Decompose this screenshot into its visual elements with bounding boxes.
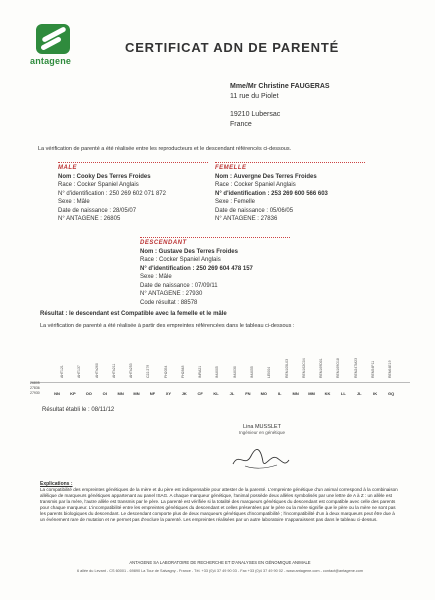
marker-header-label: REN105L03 (284, 358, 289, 378)
explanation-text: La compatibilité des empreintes génétiques de la mère et du père est indispensable pour attester de la parenté. L'empreinte génétique d'un animal correspond à la combinaison allélique de marqueurs génétiques appartenant au panel ISAG. A chaque marqueur génétique, l'animal possède deux allèles symbolisés par une lettre de A à Z : un allèle est transmis par la mère, l'autre allèle est transmis par le père. La parenté est vérifiée si la totalité des marqueurs génétiques du descendant est compatible avec celle des parents pour chaque marqueur. L'incompatibilité entre les empreintes génétiques du descendant et celles présentées par le père ou la mère signifie que le père ou la mère ne sont pas les parents biologiques du descendant. Le descendant comporte plus de deux marqueurs génétiques d'incompatibilité ; l'incompatibilité d'un à deux marqueurs peut être due à un événement rare de mutation et ne permet pas d'exclure la parenté. Les empreintes réalisées par un autre laboratoire n'apparaissent pas dans le tableau ci-dessus. (40, 487, 398, 522)
recipient-street: 11 rue du Piolet (230, 93, 279, 100)
marker-header-label: AHTk211 (111, 363, 116, 378)
marker-value: JL (229, 391, 235, 396)
recipient-name: Mme/Mr Christine FAUGERAS (230, 83, 330, 90)
marker-value: IK (373, 391, 378, 396)
marker-value: CF (197, 391, 203, 396)
descendant-race: Race : Cocker Spaniel Anglais (140, 257, 221, 263)
descendant-heading: DESCENDANT (140, 240, 187, 246)
footer (40, 560, 400, 573)
marker-header (354, 340, 364, 380)
marker-header (302, 340, 312, 380)
female-id: N° d'identification : 253 269 600 566 603 (215, 190, 328, 197)
female-name: Nom : Auvergne Des Terres Froides (215, 173, 317, 180)
marker-value: IL (277, 391, 282, 396)
descendant-id: N° d'identification : 250 269 604 478 157 (140, 265, 253, 272)
marker-header-label: INU030 (232, 366, 237, 378)
marker-header (77, 340, 87, 380)
explanation (40, 481, 400, 523)
female-box (215, 162, 365, 224)
marker-header (371, 340, 381, 380)
marker-header (233, 340, 243, 380)
descendant-code: Code résultat : 88578 (140, 299, 198, 306)
marker-value: KK (324, 391, 331, 396)
marker-row-label: 27836 (30, 386, 40, 390)
marker-value: KL (213, 391, 219, 396)
female-race: Race : Cocker Spaniel Anglais (215, 182, 296, 188)
recipient-postal: 19210 Lubersac (230, 111, 281, 118)
marker-row-label: 26805 (30, 381, 40, 385)
male-race: Race : Cocker Spaniel Anglais (58, 182, 139, 188)
marker-header (181, 340, 191, 380)
marker-value: LL (340, 391, 346, 396)
marker-header (250, 340, 260, 380)
descendant-box (140, 237, 290, 307)
logo-mark-icon (36, 24, 70, 54)
male-name: Nom : Cooky Des Terres Froides (58, 173, 151, 180)
marker-header-label: AHT137 (77, 365, 82, 378)
marker-header-label: INU005 (215, 366, 220, 378)
marker-header (95, 340, 105, 380)
intro-text: La vérification de parenté a été réalisée entre les reproducteurs et le descendant référencés ci-dessous. (38, 146, 292, 152)
marker-value: MN (117, 391, 124, 396)
marker-header-label: REN169O18 (336, 358, 341, 378)
male-sex: Sexe : Mâle (58, 199, 90, 205)
marker-header-label: REN54P11 (370, 360, 375, 378)
marker-header (319, 340, 329, 380)
marker-header (198, 340, 208, 380)
signature-icon (225, 446, 295, 472)
marker-value: NN (54, 391, 60, 396)
descendant-name: Nom : Gustave Des Terres Froides (140, 248, 238, 255)
marker-header (388, 340, 398, 380)
descendant-antagene: N° ANTAGENE : 27930 (140, 291, 203, 297)
marker-value: FN (245, 391, 251, 396)
marker-value: JL (356, 391, 362, 396)
marker-header-label: REN162C04 (301, 358, 306, 378)
marker-value: NF (149, 391, 156, 396)
female-antagene: N° ANTAGENE : 27836 (215, 216, 278, 222)
marker-header-label: FH2054 (163, 365, 168, 378)
signatory (222, 424, 302, 435)
descendant-sex: Sexe : Mâle (140, 274, 172, 280)
issued-date: Résultat établi le : 08/11/12 (42, 407, 115, 413)
female-birth: Date de naissance : 05/06/05 (215, 207, 294, 214)
male-box (58, 162, 208, 224)
marker-value: MN (292, 391, 299, 396)
male-id: N° d'identification : 250 269 602 071 872 (58, 190, 166, 197)
marker-value: OO (85, 391, 92, 396)
marker-value: OI (102, 391, 107, 396)
marker-value: MO (260, 391, 268, 396)
marker-header-label: REN169D01 (319, 358, 324, 378)
marker-header (336, 340, 346, 380)
marker-header (60, 340, 70, 380)
footer-address: 6 allée du Levant - CS 60001 - 69890 La Tour de Salvagny - France - Tél. +33 (0)4 37 49 90 03 - Fax +33 (0)4 37 49 90 02 - www.antagene.com - contact@antagene.com (76, 569, 364, 573)
verify-text: La vérification de parenté a été réalisée à partir des empreintes référencées dans le tableau ci-dessous : (40, 323, 295, 329)
marker-value: GQ (387, 391, 395, 396)
marker-header (285, 340, 295, 380)
female-heading: FEMELLE (215, 165, 247, 171)
marker-value: MN (133, 391, 140, 396)
marker-header (164, 340, 174, 380)
marker-header-label: REN64E19 (388, 360, 393, 378)
male-antagene: N° ANTAGENE : 26805 (58, 216, 121, 222)
marker-header-label: LEI004 (267, 366, 272, 378)
marker-header-label: C22.279 (146, 364, 151, 378)
recipient-address (230, 82, 330, 130)
result-text: Résultat : le descendant est Compatible avec la femelle et le mâle (40, 311, 227, 317)
marker-header-label: AHTk253 (129, 363, 134, 378)
marker-header-label: INRA21 (198, 365, 203, 378)
marker-value: JK (181, 391, 187, 396)
logo-text: antagene (30, 56, 72, 66)
marker-header (267, 340, 277, 380)
footer-org: ANTAGENE SA LABORATOIRE DE RECHERCHE ET D'ANALYSES EN GÉNOMIQUE ANIMALE (129, 560, 311, 565)
marker-header (112, 340, 122, 380)
descendant-birth: Date de naissance : 07/09/11 (140, 282, 218, 289)
recipient-country: France (230, 121, 252, 128)
antagene-logo (30, 24, 80, 66)
marker-row-label: 27930 (30, 391, 40, 395)
marker-header (215, 340, 225, 380)
marker-header (129, 340, 139, 380)
marker-header-label: AHTh260 (94, 363, 99, 378)
marker-header-label: AHT121 (60, 365, 64, 378)
explanation-label: Explications : (40, 481, 73, 487)
signatory-name: Lina MUSSLET (243, 424, 281, 430)
female-sex: Sexe : Femelle (215, 199, 256, 205)
page-title: CERTIFICAT ADN DE PARENTÉ (125, 40, 340, 55)
markers-table (30, 340, 410, 400)
male-birth: Date de naissance : 28/05/07 (58, 207, 137, 214)
marker-value: MM (308, 391, 315, 396)
marker-value: XY (165, 391, 172, 396)
marker-value: KP (70, 391, 76, 396)
marker-header-label: INU055 (250, 366, 254, 378)
male-heading: MALE (58, 165, 77, 171)
marker-header-label: FH2848 (180, 365, 185, 378)
signatory-role: Ingénieur en génétique (238, 430, 286, 435)
marker-header (146, 340, 156, 380)
marker-header-label: REN247M23 (353, 357, 358, 378)
